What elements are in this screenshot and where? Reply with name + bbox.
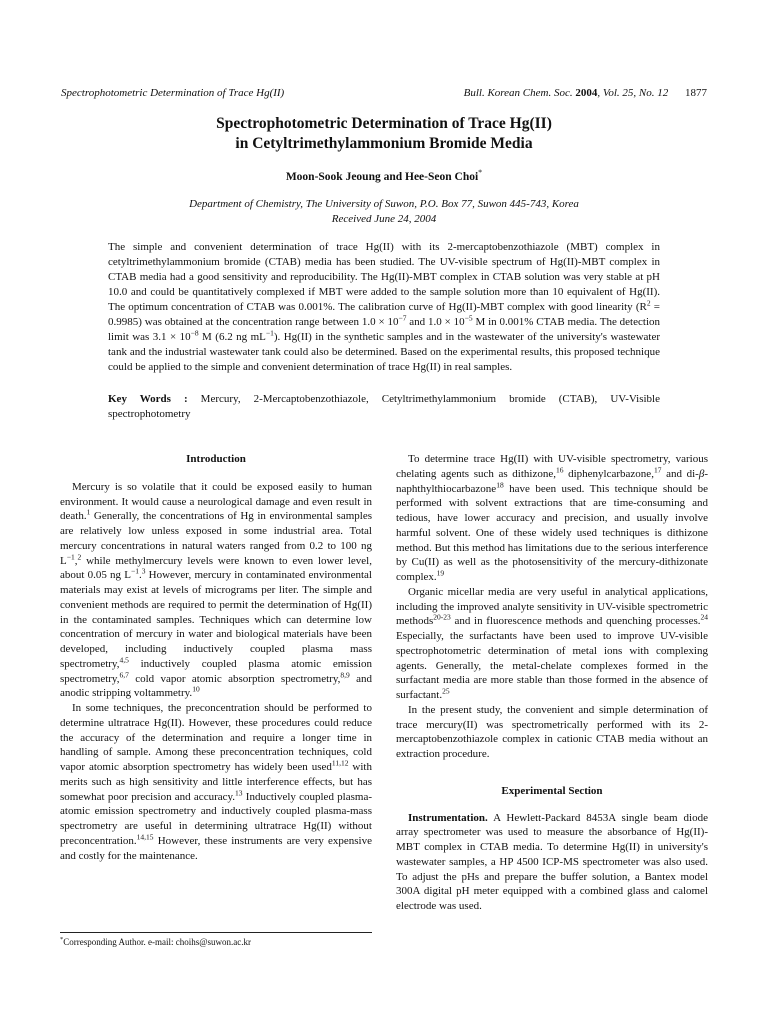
paper-title [0,114,768,154]
instrumentation-heading: Instrumentation. [408,811,488,824]
running-head-title: Spectrophotometric Determination of Trace Hg(II) [61,87,285,99]
section-heading-experimental: Experimental Section [501,784,603,797]
footnote-mark: * [60,936,64,943]
journal-year: 2004 [575,87,598,99]
abstract [108,240,660,375]
author-names: Moon-Sook Jeoung and Hee-Seon Choi [285,170,479,183]
paragraph: In the present study, the convenient and simple determination of trace mercury(II) was spectrometrically performed with its 2-mercaptobenzothiazole complex in cationic CTAB media without an extraction procedure. [396,703,708,760]
journal-name: Bull. Korean Chem. Soc. [463,87,573,99]
keywords-text: Mercury, 2-Mercaptobenzothiazole, Cetyltrimethylammonium bromide (CTAB), UV-Visible spectrophotometry [108,393,660,420]
paragraph: Mercury is so volatile that it could be exposed easily to human environment. It would cause a neurological damage and even result in death.$^1$ Generally, the concentrations of Hg in environmental samples are relatively low unless exposed in some industrial area. Total mercury concentrations in natural waters ranged from 0.2 to 100 ng $L^{-1},^2$ while methylmercury levels were known to even lower level, about 0.05 ng $L^{-1}.^3$ However, mercury in contaminated environmental materials may exist at levels of micrograms per liter. The simple and convenient methods are required to permit the determination of Hg(II) in the contaminated samples. Techniques which can determine low concentration of mercury in water and biological materials have been developed, including inductively coupled plasma mass spectrometry,$^{4,5}$ inductively coupled plasma atomic emission spectrometry,$^{6,7}$ cold vapor atomic absorption spectrometry,$^{8,9}$ and anodic stripping voltammetry.$^{10}$ [60,480,372,700]
left-column [60,452,372,863]
journal-citation [464,87,707,99]
paragraph: Organic micellar media are very useful in analytical applications, including the improved analyte sensitivity in UV-visible spectrometric methods$^{20-23}$ and in fluorescence methods and quenching processes.$^{24}$ Especially, the surfactants have been used to improve UV-visible spectrophotometric determination of metal ions with complexing agents. Generally, the metal-chelate complexes formed in the surfactant media are more stable than those formed in the absence of surfactant.$^{25}$ [396,585,708,701]
paragraph: To determine trace Hg(II) with UV-visible spectrometry, various chelating agents such as dithizone,$^{16}$ diphenylcarbazone,$^{17}$ and di-β-naphthylthiocarbazone$^{18}$ have been used. This technique should be performed with solvent extractions that are time-consuming and tedious, have lower accuracy and precision, and usually involve harmful solvent. One of these widely used techniques is dithizone method. But this method has limitations due to the serious interference by Cu(II) as well as the photosensitivity of the mercury-dithizonate complex.$^{19}$ [396,453,708,583]
journal-volume: , Vol. 25, No. 12 [597,87,669,99]
received-date: Received June 24, 2004 [331,213,437,225]
footnote [60,932,372,947]
affiliation: Department of Chemistry, The University of Suwon, P.O. Box 77, Suwon 445-743, Korea [189,198,579,210]
paragraph: In some techniques, the preconcentration should be performed to determine ultratrace Hg(II). However, these procedures could reduce the accuracy of the determination and require a longer time in handling of sample. Among these preconcentration techniques, cold vapor atomic absorption spectrometry has widely been used$^{11,12}$ with merits such as high sensitivity and little interference effects, but has somewhat poor precision and accuracy.$^{13}$ Inductively coupled plasma-atomic emission spectrometry and inductively coupled plasma-mass spectrometry are useful in determining ultratrace Hg(II) without preconcentration.$^{14,15}$ However, these instruments are very expensive and costly for the maintenance. [60,702,373,862]
page-number: 1877 [685,87,707,99]
keywords-label: Key Words : [108,393,188,405]
abstract-text: The simple and convenient determination of trace Hg(II) with its 2-mercaptobenzothiazole (MBT) complex in cetyltrimethylammonium bromide (CTAB) media has been studied. The UV-visible spectrum of Hg(II)-MBT complex in CTAB media had a good sensitivity and reproducibility. The Hg(II)-MBT complex in CTAB solution was very stable at pH 10.0 and could be quantitatively complexed if MBT were added to the sample solution more than 10 equivalent of Hg(II). The optimum concentration of CTAB was 0.001%. The calibration curve of Hg(II)-MBT complex with good linearity $(R^2 = 0.9985)$ was obtained at the concentration range between $1.0 \times 10^{-7}$ and $1.0 \times 10^{-5}$ M in 0.001% CTAB media. The detection limit was $3.1 \times 10^{-8}$ M (6.2 ng $mL^{-1}$). Hg(II) in the synthetic samples and in the wastewater of the university's wastewater tank and the industrial wastewater tank could also be determined. Based on the experimental results, this proposed technique could be applied to the simple and convenient determination of trace Hg(II) in real samples. [108,241,660,374]
title-line-2: in Cetyltrimethylammonium Bromide Media [235,135,533,152]
right-column [396,452,708,914]
section-heading-introduction: Introduction [186,453,246,465]
paragraph: Instrumentation. A Hewlett-Packard 8453A single beam diode array spectrometer was used to measure the absorbance of Hg(II)-MBT complex in CTAB media. To determine Hg(II) in university's wastewater samples, a HP 4500 ICP-MS spectrometer was also used. To adjust the pHs and prepare the buffer solution, a Bantex model 300A digital pH meter equipped with a combined glass and calomel electrode was used. [396,811,708,912]
keywords [108,392,660,422]
running-head [61,87,707,103]
affiliation-block [0,197,768,227]
authors [0,168,768,183]
title-line-1: Spectrophotometric Determination of Trace Hg(II) [216,115,552,132]
footnote-text: Corresponding Author. e-mail: choihs@suwon.ac.kr [63,937,252,947]
corresponding-mark: * [478,168,483,177]
